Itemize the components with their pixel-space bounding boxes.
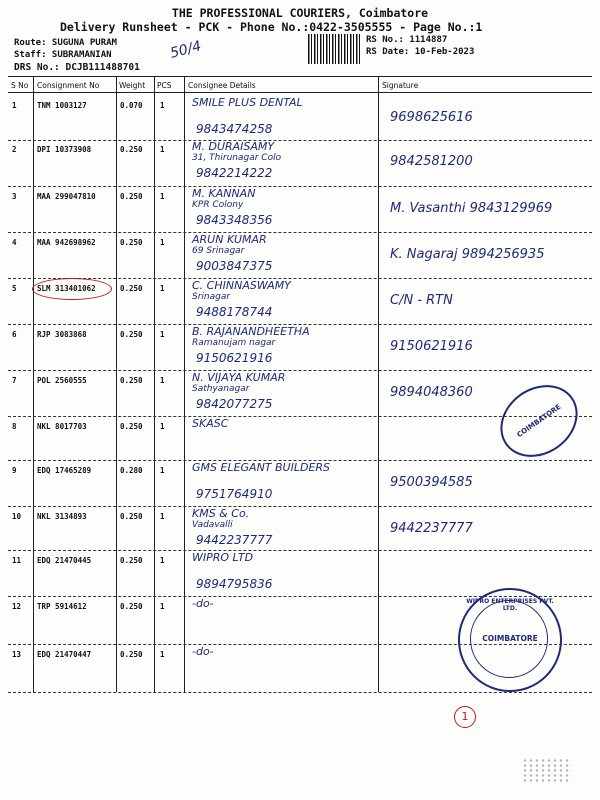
row-consignee-name: M. KANNAN [192,187,256,200]
row-consignee-name: SMILE PLUS DENTAL [192,96,303,109]
row-sno: 13 [12,650,22,659]
row-sno: 4 [12,238,17,247]
row-pcs: 1 [160,376,165,385]
row-pcs: 1 [160,512,165,521]
row-consignee-phone: 9894795836 [196,577,273,591]
row-consignee-name: N. VIJAYA KUMAR [192,371,286,384]
row-consignee-phone: 9442237777 [196,533,273,547]
row-weight: 0.250 [120,650,143,659]
row-weight: 0.250 [120,192,143,201]
row-consignee-phone: 9843348356 [196,213,273,227]
row-weight: 0.250 [120,376,143,385]
row-signature: K. Nagaraj 9894256935 [390,247,545,262]
header-signature: Signature [382,81,419,90]
row-consignment-no: TNM 1003127 [37,101,87,110]
row-divider [8,278,592,279]
row-divider [8,460,592,461]
row-consignee-address: Vadavalli [192,520,233,530]
row-pcs: 1 [160,422,165,431]
stamp-text: COIMBATORE [515,402,563,440]
row-consignee-phone: 9488178744 [196,305,273,319]
table-bottom-border [8,692,592,693]
row-consignee-name: WIPRO LTD [192,551,254,564]
col-divider [184,76,185,692]
row-consignment-no: POL 2560555 [37,376,87,385]
handwritten-count: 50/4 [168,38,203,62]
row-sno: 3 [12,192,17,201]
row-sno: 12 [12,602,22,611]
row-signature: M. Vasanthi 9843129969 [390,201,553,216]
row-signature: 9894048360 [390,385,473,400]
row-signature: C/N - RTN [390,293,453,308]
row-weight: 0.250 [120,512,143,521]
row-consignee-phone: 9842214222 [196,166,273,180]
row-sno: 5 [12,284,17,293]
row-weight: 0.250 [120,422,143,431]
row-consignee-name: B. RAJANANDHEETHA [192,325,310,338]
stamp-company-name: WIPRO ENTERPRISES PVT. LTD. [466,598,554,612]
row-consignee-phone: 9751764910 [196,487,273,501]
row-consignment-no: TRP 5914612 [37,602,87,611]
row-pcs: 1 [160,101,165,110]
header-consignee-details: Consignee Details [188,81,256,90]
row-sno: 11 [12,556,22,565]
row-pcs: 1 [160,650,165,659]
row-pcs: 1 [160,602,165,611]
row-divider [8,324,592,325]
header-pcs: PCS [157,81,172,90]
row-consignee-address: KPR Colony [192,200,244,210]
row-signature: 9842581200 [390,154,473,169]
row-signature: 9500394585 [390,475,473,490]
row-consignee-name: M. DURAISAMY [192,140,275,153]
row-sno: 9 [12,466,17,475]
page-number-marker: 1 [454,706,476,728]
staff-label: Staff: SUBRAMANIAN [14,50,112,60]
row-consignment-no: EDQ 17465289 [37,466,92,475]
col-divider [116,76,117,692]
stamp-city: COIMBATORE [482,634,538,643]
row-pcs: 1 [160,466,165,475]
row-consignment-no: EDQ 21470447 [37,650,92,659]
row-divider [8,550,592,551]
row-weight: 0.250 [120,145,143,154]
wipro-stamp [458,588,562,692]
row-consignee-address: 31, Thirunagar Colo [192,153,282,163]
company-title: THE PROFESSIONAL COURIERS, Coimbatore [171,6,429,20]
row-consignment-no: DPI 10373908 [37,145,92,154]
row-consignee-name: ARUN KUMAR [192,233,267,246]
barcode [308,34,360,64]
col-divider [33,76,34,692]
row-consignee-phone: 9842077275 [196,397,273,411]
row-consignee-address: Srinagar [192,292,231,302]
row-weight: 0.250 [120,330,143,339]
row-consignment-no: SLM 313401062 [37,284,96,293]
row-signature: 9150621916 [390,339,473,354]
row-consignee-phone: 9003847375 [196,259,273,273]
row-weight: 0.070 [120,101,143,110]
row-consignee-address: 69 Srinagar [192,246,245,256]
row-divider [8,370,592,371]
row-consignment-no: EDQ 21470445 [37,556,92,565]
row-signature: 9698625616 [390,110,473,125]
row-consignment-no: NKL 8017703 [37,422,87,431]
row-consignee-name: SKASC [192,417,229,430]
row-pcs: 1 [160,145,165,154]
row-consignee-name: KMS & Co. [192,507,250,520]
row-divider [8,140,592,141]
row-pcs: 1 [160,284,165,293]
col-divider [154,76,155,692]
route-label: Route: SUGUNA PURAM [14,38,117,48]
row-consignment-no: NKL 3134893 [37,512,87,521]
rs-number: RS No.: 1114887 [366,35,448,45]
row-consignment-no: MAA 942698962 [37,238,96,247]
row-consignee-address: Ramanujam nagar [192,338,276,348]
row-pcs: 1 [160,556,165,565]
header-sno: S No [11,81,29,90]
row-consignee-name: C. CHINNASWAMY [192,279,291,292]
company-stamp [486,370,591,471]
row-divider [8,232,592,233]
scan-noise [522,758,572,784]
row-weight: 0.250 [120,238,143,247]
table-header-border [8,92,592,93]
row-weight: 0.250 [120,284,143,293]
row-consignee-name: -do- [192,597,214,610]
row-sno: 7 [12,376,17,385]
row-weight: 0.280 [120,466,143,475]
row-sno: 2 [12,145,17,154]
highlight-circle [32,278,112,300]
header-consignment: Consignment No [37,81,100,90]
row-consignee-name: -do- [192,645,214,658]
row-consignee-name: GMS ELEGANT BUILDERS [192,461,331,474]
row-sno: 8 [12,422,17,431]
row-divider [8,186,592,187]
row-divider [8,506,592,507]
table-top-border [8,76,592,77]
header-weight: Weight [119,81,146,90]
row-pcs: 1 [160,192,165,201]
rs-date: RS Date: 10-Feb-2023 [366,47,475,57]
row-consignment-no: MAA 299047810 [37,192,96,201]
row-sno: 6 [12,330,17,339]
row-weight: 0.250 [120,602,143,611]
row-consignee-address: Sathyanagar [192,384,250,394]
col-divider [378,76,379,692]
drs-number: DRS No.: DCJB111488701 [14,62,140,73]
row-sno: 1 [12,101,17,110]
runsheet-subtitle: Delivery Runsheet - PCK - Phone No.:0422-3505555 - Page No.:1 [60,20,483,34]
row-sno: 10 [12,512,22,521]
row-consignment-no: RJP 3083868 [37,330,87,339]
row-pcs: 1 [160,238,165,247]
row-pcs: 1 [160,330,165,339]
row-weight: 0.250 [120,556,143,565]
row-consignee-phone: 9150621916 [196,351,273,365]
row-consignee-phone: 9843474258 [196,122,273,136]
row-signature: 9442237777 [390,521,473,536]
